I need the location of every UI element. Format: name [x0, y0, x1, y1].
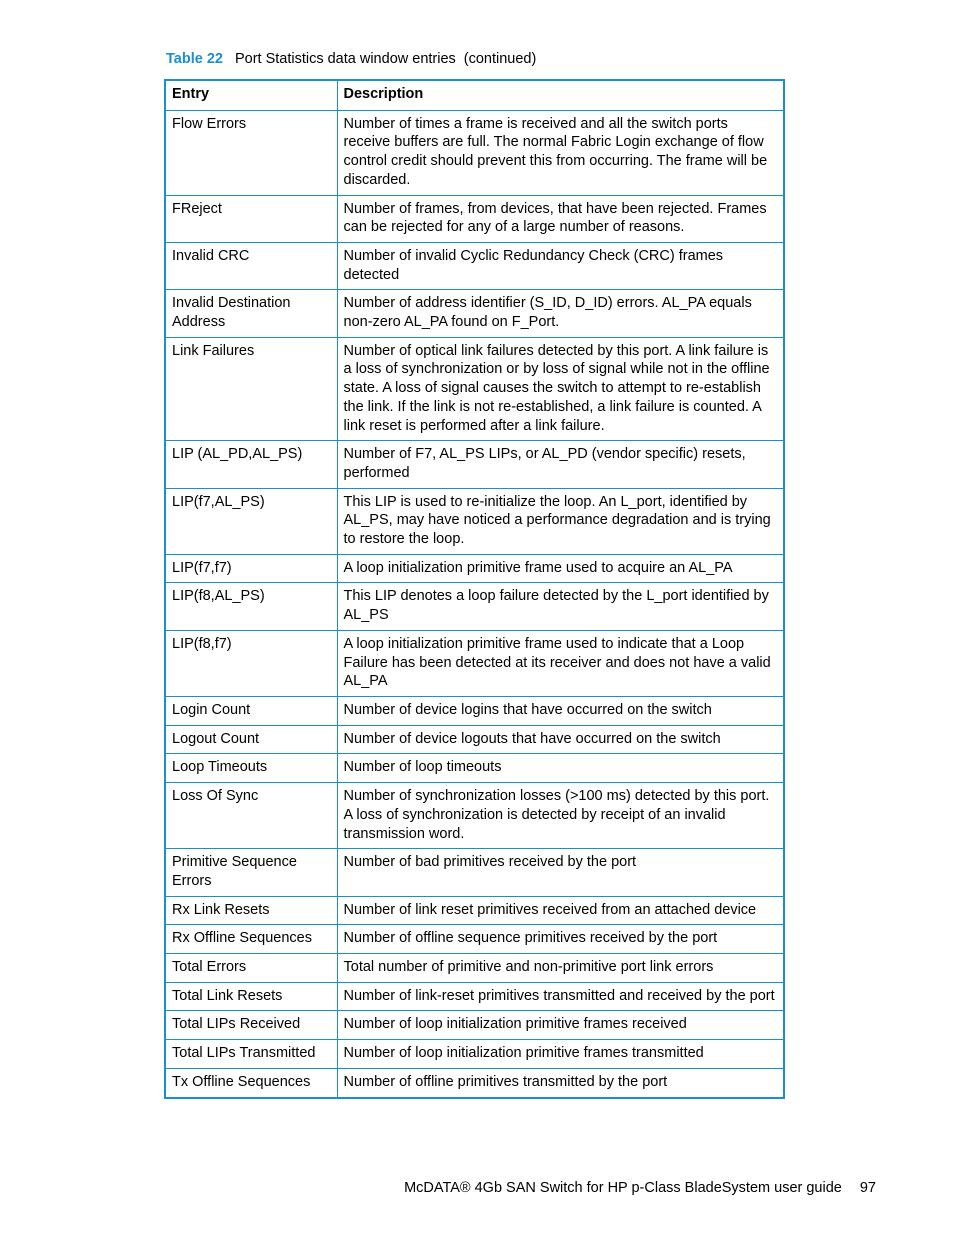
entry-cell: FReject: [166, 195, 337, 242]
description-cell: This LIP denotes a loop failure detected by the L_port identified by AL_PS: [337, 583, 783, 630]
table-row: [166, 554, 783, 583]
description-cell: Number of invalid Cyclic Redundancy Check (CRC) frames detected: [337, 242, 783, 289]
page-footer: [404, 1180, 876, 1196]
entry-cell: Primitive Sequence Errors: [166, 849, 337, 896]
table-row: [166, 290, 783, 337]
description-cell: Total number of primitive and non-primitive port link errors: [337, 954, 783, 983]
entry-cell: Total LIPs Transmitted: [166, 1040, 337, 1069]
entry-cell: LIP(f7,f7): [166, 554, 337, 583]
entry-cell: Loop Timeouts: [166, 754, 337, 783]
table-row: [166, 954, 783, 983]
guide-title: McDATA® 4Gb SAN Switch for HP p-Class BladeSystem user guide: [404, 1180, 842, 1196]
table-row: [166, 849, 783, 896]
description-cell: A loop initialization primitive frame used to acquire an AL_PA: [337, 554, 783, 583]
entry-cell: Total Errors: [166, 954, 337, 983]
table-continued-note: (continued): [463, 51, 537, 67]
table-row: [166, 925, 783, 954]
description-cell: Number of device logouts that have occurred on the switch: [337, 725, 783, 754]
description-cell: A loop initialization primitive frame used to indicate that a Loop Failure has been detected at its receiver and does not have a valid AL_PA: [337, 630, 783, 696]
entry-cell: Total Link Resets: [166, 982, 337, 1011]
description-cell: Number of loop initialization primitive frames received: [337, 1011, 783, 1040]
description-cell: Number of address identifier (S_ID, D_ID) errors. AL_PA equals non-zero AL_PA found on F_Port.: [337, 290, 783, 337]
description-cell: Number of bad primitives received by the port: [337, 849, 783, 896]
entry-cell: Login Count: [166, 696, 337, 725]
column-header-description: Description: [337, 81, 783, 110]
description-cell: Number of device logins that have occurred on the switch: [337, 696, 783, 725]
table-row: [166, 754, 783, 783]
table-row: [166, 488, 783, 554]
entry-cell: Total LIPs Received: [166, 1011, 337, 1040]
table-row: [166, 441, 783, 488]
column-header-entry: Entry: [166, 81, 337, 110]
entry-cell: Tx Offline Sequences: [166, 1068, 337, 1096]
entry-cell: LIP (AL_PD,AL_PS): [166, 441, 337, 488]
table-row: [166, 696, 783, 725]
description-cell: Number of offline sequence primitives received by the port: [337, 925, 783, 954]
description-cell: Number of link-reset primitives transmitted and received by the port: [337, 982, 783, 1011]
entry-cell: Logout Count: [166, 725, 337, 754]
description-cell: Number of loop timeouts: [337, 754, 783, 783]
table-row: [166, 1011, 783, 1040]
table-row: [166, 896, 783, 925]
table-header-row: [166, 81, 783, 110]
table-row: [166, 583, 783, 630]
entry-cell: Link Failures: [166, 337, 337, 441]
description-cell: Number of F7, AL_PS LIPs, or AL_PD (vendor specific) resets, performed: [337, 441, 783, 488]
description-cell: Number of link reset primitives received from an attached device: [337, 896, 783, 925]
description-cell: This LIP is used to re-initialize the loop. An L_port, identified by AL_PS, may have noticed a performance degradation and is trying to restore the loop.: [337, 488, 783, 554]
table-body: [166, 110, 783, 1096]
entry-cell: Invalid Destination Address: [166, 290, 337, 337]
description-cell: Number of loop initialization primitive frames transmitted: [337, 1040, 783, 1069]
page-number: 97: [859, 1180, 876, 1196]
table-row: [166, 195, 783, 242]
entry-cell: Flow Errors: [166, 110, 337, 195]
description-cell: Number of synchronization losses (>100 ms) detected by this port. A loss of synchronization is detected by receipt of an invalid transmission word.: [337, 783, 783, 849]
table-caption: [166, 51, 536, 67]
table-row: [166, 783, 783, 849]
entry-cell: LIP(f8,AL_PS): [166, 583, 337, 630]
table-row: [166, 630, 783, 696]
entry-cell: Invalid CRC: [166, 242, 337, 289]
description-cell: Number of offline primitives transmitted by the port: [337, 1068, 783, 1096]
entry-cell: LIP(f8,f7): [166, 630, 337, 696]
description-cell: Number of frames, from devices, that have been rejected. Frames can be rejected for any of a large number of reasons.: [337, 195, 783, 242]
table-row: [166, 242, 783, 289]
entry-cell: LIP(f7,AL_PS): [166, 488, 337, 554]
table-row: [166, 1068, 783, 1096]
description-cell: Number of optical link failures detected by this port. A link failure is a loss of synchronization or by loss of signal while not in the offline state. A loss of signal causes the switch to attempt to re-establish the link. If the link is not re-established, a link failure is counted. A link reset is performed after a link failure.: [337, 337, 783, 441]
table-row: [166, 1040, 783, 1069]
table-row: [166, 110, 783, 195]
description-cell: Number of times a frame is received and all the switch ports receive buffers are full. The normal Fabric Login exchange of flow control credit should prevent this from occurring. The frame will be discarded.: [337, 110, 783, 195]
table-row: [166, 337, 783, 441]
entry-cell: Rx Link Resets: [166, 896, 337, 925]
entry-cell: Rx Offline Sequences: [166, 925, 337, 954]
port-statistics-table: [164, 79, 785, 1099]
table-row: [166, 982, 783, 1011]
table-number: Table 22: [166, 51, 223, 67]
table-row: [166, 725, 783, 754]
entry-cell: Loss Of Sync: [166, 783, 337, 849]
table-title: Port Statistics data window entries: [234, 51, 456, 67]
